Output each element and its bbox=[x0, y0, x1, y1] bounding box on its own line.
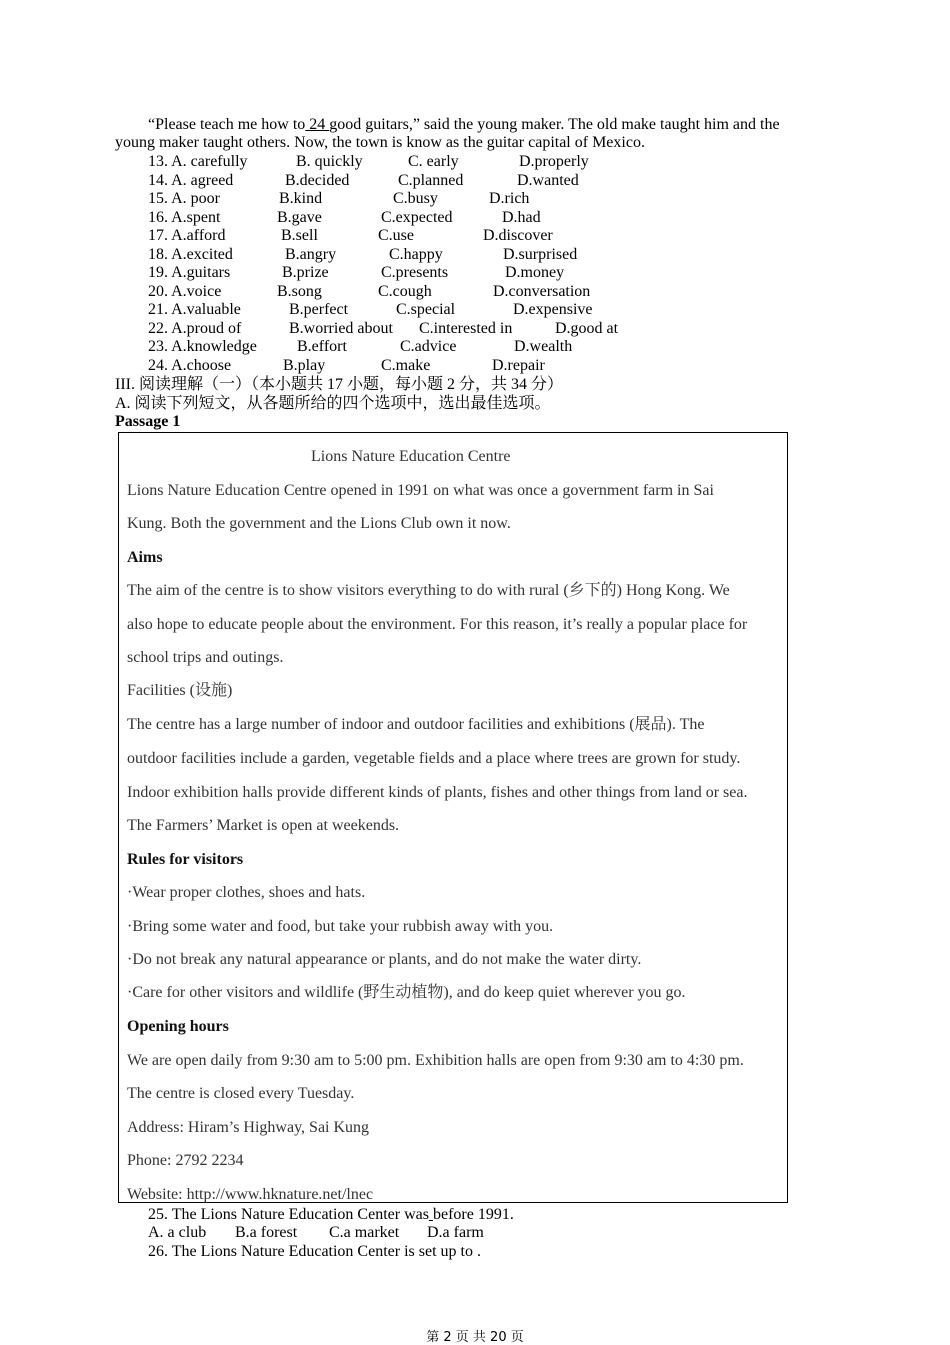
stem-text: before 1991. bbox=[432, 1206, 514, 1223]
question-option-b: B.effort bbox=[297, 338, 347, 355]
aims-line: The aim of the centre is to show visitors everything to do with rural (乡下的) Hong Kong. We bbox=[127, 582, 730, 599]
question-option-a: 13. A. carefully bbox=[148, 153, 248, 170]
question-option-b: B.kind bbox=[279, 190, 323, 207]
page-footer: 第 2 页 共 20 页 bbox=[426, 1330, 524, 1345]
question-option-a: 16. A.spent bbox=[148, 208, 221, 226]
question-option-b: B.angry bbox=[285, 245, 337, 263]
question-option-d: D.conversation bbox=[493, 282, 591, 300]
question-option-c: C.interested in bbox=[419, 319, 513, 337]
aims-line: also hope to educate people about the environment. For this reason, it’s really a popular place for bbox=[127, 616, 748, 633]
facilities-heading: Facilities (设施) bbox=[127, 682, 233, 699]
question-option-d: D.had bbox=[502, 208, 541, 226]
aims-line: school trips and outings. bbox=[127, 649, 284, 666]
question-25-stem bbox=[148, 1206, 514, 1224]
passage-title: Lions Nature Education Centre bbox=[311, 448, 511, 465]
address-line: Address: Hiram’s Highway, Sai Kung bbox=[127, 1119, 370, 1136]
intro-text: good guitars,” said the young maker. The old make taught him and the bbox=[329, 116, 780, 133]
q25-option-d: D.a farm bbox=[427, 1224, 484, 1241]
question-option-d: D.discover bbox=[483, 227, 553, 244]
intro-line-1 bbox=[148, 116, 780, 134]
question-option-d: D.wealth bbox=[514, 338, 573, 355]
question-option-c: C.special bbox=[396, 301, 456, 318]
q25-option-c: C.a market bbox=[329, 1224, 400, 1241]
question-option-d: D.good at bbox=[555, 319, 619, 337]
rule-item: ·Care for other visitors and wildlife (野生动植物), and do keep quiet wherever you go. bbox=[127, 984, 686, 1001]
facilities-line: outdoor facilities include a garden, vegetable fields and a place where trees are grown for study. bbox=[127, 750, 741, 767]
question-option-a: 20. A.voice bbox=[148, 282, 222, 300]
question-option-d: D.properly bbox=[519, 153, 589, 170]
question-option-b: B.perfect bbox=[289, 301, 349, 318]
rule-item: ·Do not break any natural appearance or plants, and do not make the water dirty. bbox=[127, 951, 642, 968]
facilities-line: The centre has a large number of indoor and outdoor facilities and exhibitions (展品). The bbox=[127, 716, 705, 733]
question-option-c: C.use bbox=[378, 227, 414, 244]
intro-text: “Please teach me how to bbox=[148, 116, 306, 133]
question-option-b: B.song bbox=[277, 282, 322, 300]
facilities-line: The Farmers’ Market is open at weekends. bbox=[127, 817, 400, 834]
question-option-c: C.planned bbox=[398, 171, 464, 189]
question-option-a: 15. A. poor bbox=[148, 190, 220, 207]
stem-text: 25. The Lions Nature Education Center was bbox=[148, 1206, 429, 1223]
question-option-b: B.gave bbox=[277, 208, 322, 226]
hours-heading: Opening hours bbox=[127, 1018, 229, 1035]
facilities-line: Indoor exhibition halls provide different kinds of plants, fishes and other things from land or sea. bbox=[127, 784, 748, 801]
question-option-c: C.presents bbox=[381, 264, 449, 281]
question-option-d: D.wanted bbox=[517, 171, 579, 189]
question-option-d: D.rich bbox=[489, 190, 530, 207]
question-option-c: C.cough bbox=[378, 282, 432, 300]
question-option-c: C.happy bbox=[389, 245, 443, 263]
hours-line: We are open daily from 9:30 am to 5:00 pm. Exhibition halls are open from 9:30 am to 4:30 pm. bbox=[127, 1052, 744, 1069]
website-line: Website: http://www.hknature.net/lnec bbox=[127, 1186, 374, 1203]
question-option-b: B. quickly bbox=[296, 153, 363, 170]
question-option-b: B.worried about bbox=[289, 319, 393, 337]
question-option-c: C. early bbox=[408, 153, 459, 170]
blank-24: 24 bbox=[305, 116, 330, 133]
question-option-d: D.surprised bbox=[503, 245, 578, 263]
question-option-b: B.decided bbox=[285, 171, 350, 189]
rule-item: ·Bring some water and food, but take your rubbish away with you. bbox=[127, 918, 554, 935]
question-option-c: C.expected bbox=[381, 208, 453, 226]
question-option-a: 22. A.proud of bbox=[148, 319, 242, 337]
question-option-c: C.make bbox=[381, 356, 431, 374]
stem-text: 26. The Lions Nature Education Center is set up to bbox=[148, 1243, 477, 1260]
question-option-b: B.prize bbox=[282, 264, 329, 281]
question-option-a: 24. A.choose bbox=[148, 356, 232, 374]
rule-item: ·Wear proper clothes, shoes and hats. bbox=[127, 884, 366, 901]
phone-line: Phone: 2792 2234 bbox=[127, 1152, 244, 1169]
question-option-a: 21. A.valuable bbox=[148, 301, 241, 318]
question-option-a: 17. A.afford bbox=[148, 227, 226, 244]
q25-option-b: B.a forest bbox=[235, 1224, 298, 1241]
question-option-a: 19. A.guitars bbox=[148, 264, 231, 281]
passage-intro-line: Kung. Both the government and the Lions Club own it now. bbox=[127, 515, 511, 532]
passage-label: Passage 1 bbox=[115, 413, 181, 430]
question-option-d: D.expensive bbox=[513, 301, 593, 318]
section-instruction: A. 阅读下列短文，从各题所给的四个选项中，选出最佳选项。 bbox=[115, 395, 551, 412]
question-option-c: C.busy bbox=[393, 190, 438, 207]
question-option-d: D.money bbox=[505, 264, 565, 281]
passage-intro-line: Lions Nature Education Centre opened in 1991 on what was once a government farm in Sai bbox=[127, 482, 714, 499]
hours-line: The centre is closed every Tuesday. bbox=[127, 1085, 355, 1102]
question-option-b: B.sell bbox=[281, 227, 318, 244]
section-heading: III. 阅读理解（一）（本小题共 17 小题，每小题 2 分，共 34 分） bbox=[115, 376, 563, 393]
question-option-a: 18. A.excited bbox=[148, 245, 233, 263]
question-26-stem bbox=[148, 1243, 481, 1261]
stem-text: . bbox=[476, 1243, 481, 1260]
intro-line-2: young maker taught others. Now, the town is know as the guitar capital of Mexico. bbox=[115, 134, 645, 151]
rules-heading: Rules for visitors bbox=[127, 851, 244, 868]
q25-option-a: A. a club bbox=[148, 1224, 207, 1241]
question-option-a: 14. A. agreed bbox=[148, 171, 234, 189]
question-option-c: C.advice bbox=[400, 338, 457, 355]
question-option-a: 23. A.knowledge bbox=[148, 338, 257, 355]
question-option-b: B.play bbox=[283, 356, 326, 374]
question-option-d: D.repair bbox=[492, 356, 545, 374]
aims-heading: Aims bbox=[127, 549, 163, 566]
